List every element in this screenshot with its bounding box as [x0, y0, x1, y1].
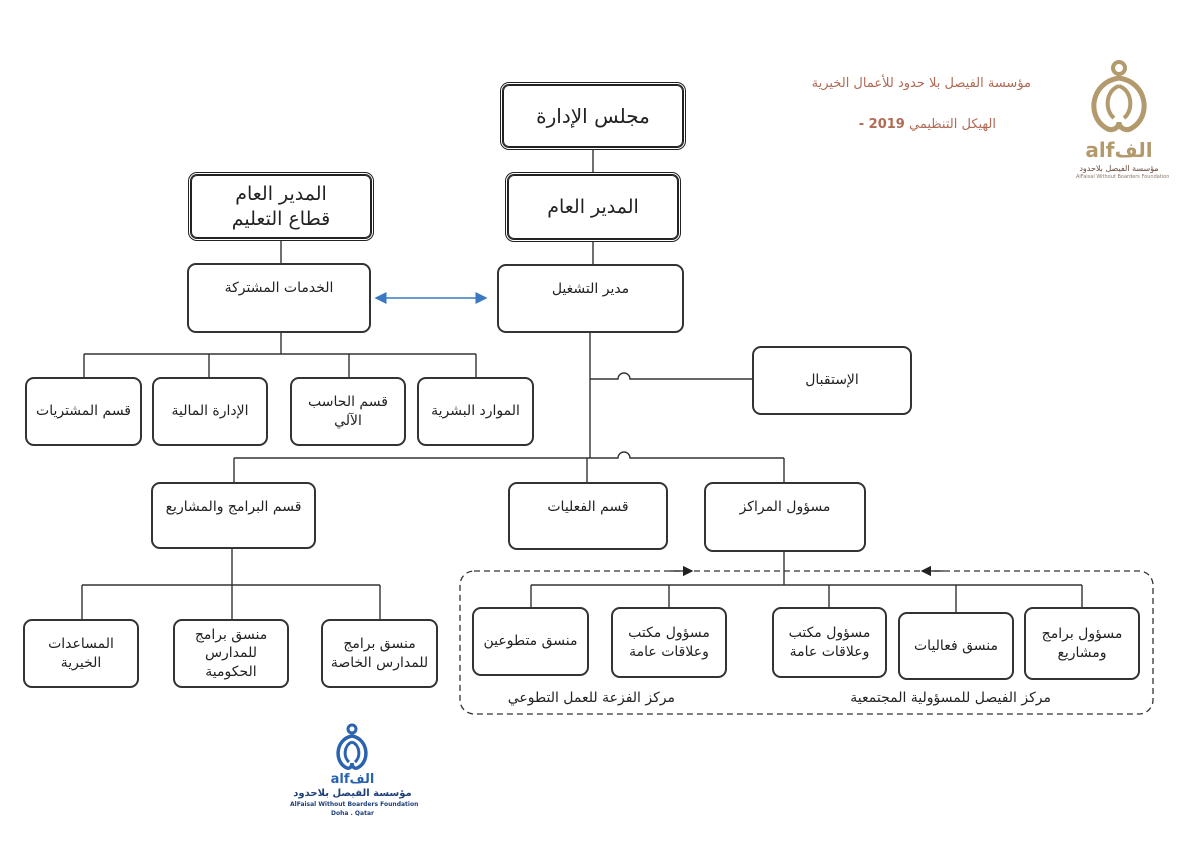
reception-node: الإستقبال: [752, 346, 912, 415]
org-english-bottom: AlFaisal Without Boarders Foundation: [290, 801, 419, 808]
org-arabic-top: مؤسسة الفيصل بلاحدود: [1079, 164, 1159, 173]
private-schools-line1: منسق برامج: [343, 636, 416, 653]
programs-officer-line2: ومشاريع: [1057, 644, 1107, 661]
programs-projects-dept-node: قسم البرامج والمشاريع: [151, 482, 316, 549]
education-gm-sector: قطاع التعليم: [231, 207, 331, 230]
chart-title: الهيكل التنظيمي: [908, 117, 996, 132]
pr-office-b-line2: وعلاقات عامة: [789, 643, 870, 660]
chart-title-line: [859, 117, 996, 132]
education-gm-title: المدير العام: [235, 182, 327, 205]
org-arabic-bottom: مؤسسة الفيصل بلاحدود: [293, 788, 412, 799]
brand-latin: alf: [1085, 138, 1115, 162]
finance-node: الإدارة المالية: [152, 377, 268, 446]
events-dept-node: قسم الفعليات: [508, 482, 668, 550]
brand-latin-bottom: alf: [330, 772, 350, 787]
events-coordinator-node: منسق فعاليات: [898, 612, 1014, 680]
general-manager-node: المدير العام: [505, 172, 681, 242]
programs-officer-line1: مسؤول برامج: [1041, 626, 1123, 643]
csr-center-label: مركز الفيصل للمسؤولية المجتمعية: [850, 690, 1051, 706]
human-resources-node: الموارد البشرية: [417, 377, 534, 446]
foundation-logo-top: [1076, 58, 1170, 183]
operations-manager-node: مدير التشغيل: [497, 264, 684, 333]
pr-office-a-line1: مسؤول مكتب: [628, 625, 710, 642]
location-bottom: Doha . Qatar: [331, 810, 374, 817]
procurement-node: قسم المشتريات: [25, 377, 142, 446]
brand-arabic-bottom: الف: [349, 772, 375, 787]
chart-year: 2019 -: [858, 117, 905, 132]
volunteer-center-label: مركز الفزعة للعمل التطوعي: [507, 690, 675, 706]
org-english-top: AlFaisal Without Boarders Foundation: [1076, 174, 1170, 180]
centers-officer-node: مسؤول المراكز: [704, 482, 866, 552]
private-schools-line2: للمدارس الخاصة: [330, 654, 429, 671]
computer-department-node: قسم الحاسب الآلي: [290, 377, 406, 446]
shared-services-node: الخدمات المشتركة: [187, 263, 371, 333]
education-general-manager-node: [188, 172, 374, 241]
programs-officer-node: [1024, 607, 1140, 680]
board-of-directors-node: مجلس الإدارة: [500, 82, 686, 150]
volunteer-coordinator-node: منسق متطوعين: [472, 607, 589, 676]
alf-emblem-blue-icon: [330, 722, 374, 774]
pr-office-b-line1: مسؤول مكتب: [788, 625, 871, 642]
pr-office-officer-b-node: [772, 607, 887, 678]
private-schools-coordinator-node: [321, 619, 438, 688]
gov-schools-coordinator-node: [173, 619, 289, 688]
gov-schools-line1: منسق برامج: [194, 627, 268, 644]
brand-arabic: الف: [1114, 138, 1153, 162]
pr-office-a-line2: وعلاقات عامة: [629, 643, 709, 660]
pr-office-officer-a-node: [611, 607, 727, 678]
foundation-logo-bottom: [290, 722, 419, 822]
gov-schools-line2: للمدارس الحكومية: [204, 645, 258, 680]
alf-emblem-icon: [1076, 58, 1162, 138]
charity-aid-node: المساعدات الخيرية: [23, 619, 139, 688]
foundation-title: مؤسسة الفيصل بلا حدود للأعمال الخيرية: [811, 76, 1031, 91]
